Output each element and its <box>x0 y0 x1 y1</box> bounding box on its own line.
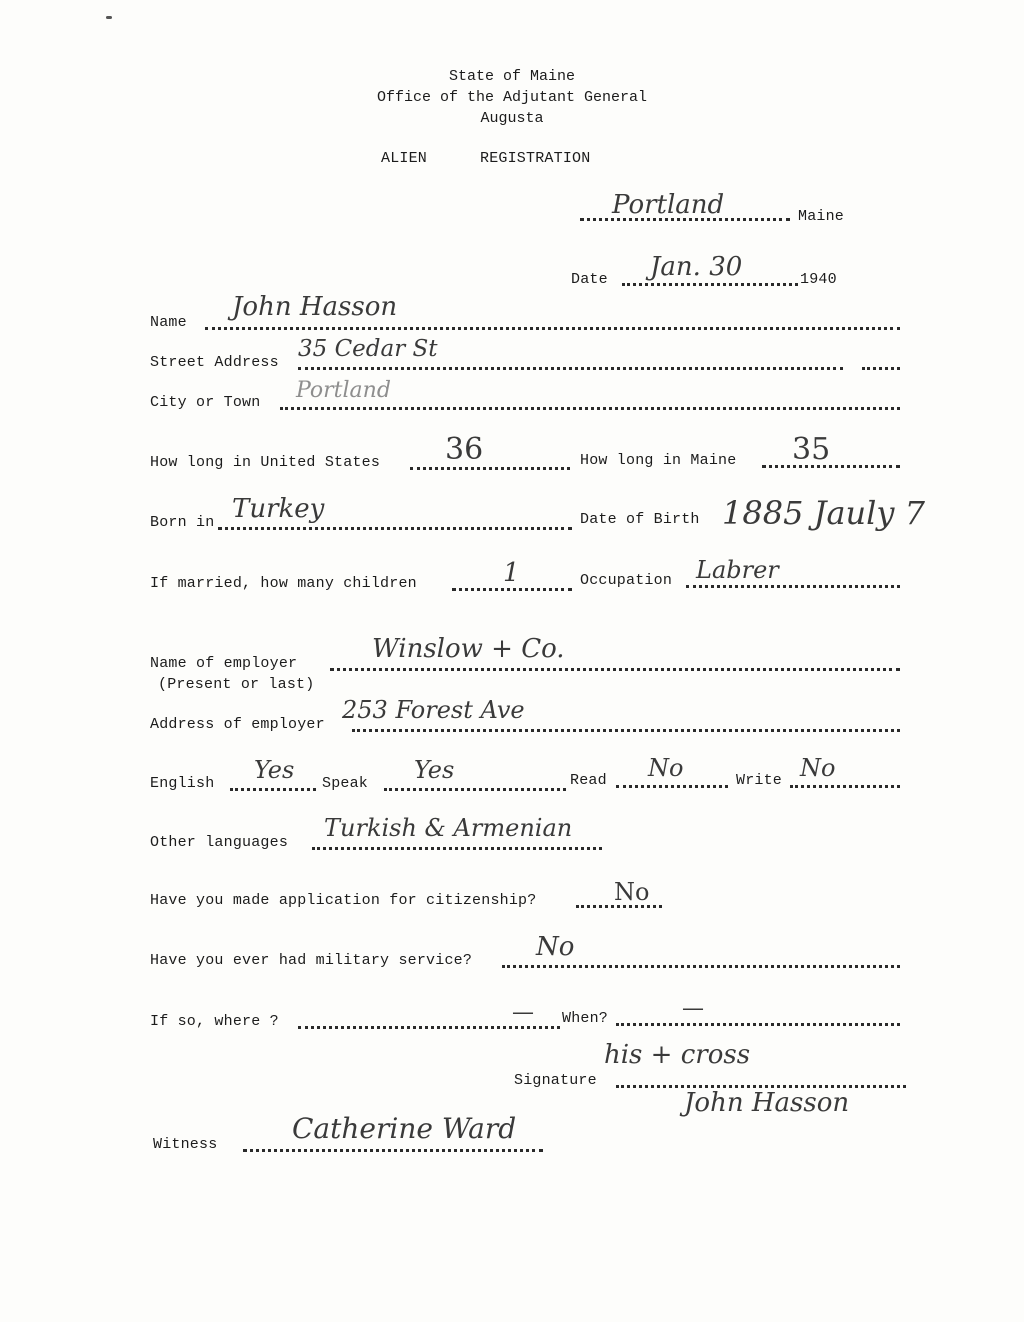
name-dotted-line <box>205 327 900 330</box>
read-value: No <box>648 754 684 782</box>
date-label: Date <box>571 271 608 288</box>
occupation-dotted-line <box>686 585 900 588</box>
maine-years-dotted-line <box>762 465 900 468</box>
dob-label: Date of Birth <box>580 511 700 528</box>
us-years-dotted-line <box>410 467 570 470</box>
header-state: State of Maine <box>448 68 576 85</box>
other-languages-value: Turkish & Armenian <box>324 814 573 842</box>
scan-speck <box>106 16 112 19</box>
write-value: No <box>800 754 836 782</box>
where-label: If so, where ? <box>150 1013 279 1030</box>
born-in-dotted-line <box>218 527 572 530</box>
signature-label: Signature <box>514 1072 597 1089</box>
other-languages-dotted-line <box>312 847 602 850</box>
speak-value: Yes <box>414 756 455 784</box>
employer-address-value: 253 Forest Ave <box>342 696 525 724</box>
english-value: Yes <box>254 756 295 784</box>
employer-address-dotted-line <box>352 729 900 732</box>
read-dotted-line <box>616 785 728 788</box>
maine-years-value: 35 <box>792 432 831 467</box>
military-label: Have you ever had military service? <box>150 952 473 969</box>
signature-mark: his + cross <box>604 1040 751 1070</box>
header-office: Office of the Adjutant General <box>376 89 648 106</box>
born-in-value: Turkey <box>232 494 325 524</box>
employer-sublabel: (Present or last) <box>158 676 315 693</box>
signature-name: John Hasson <box>684 1088 850 1118</box>
city-dotted-line <box>280 407 900 410</box>
header-city: Augusta <box>480 110 544 127</box>
occupation-value: Labrer <box>696 556 779 584</box>
maine-years-label: How long in Maine <box>580 452 737 469</box>
write-dotted-line <box>790 785 900 788</box>
children-dotted-line <box>452 588 572 591</box>
read-label: Read <box>570 772 607 789</box>
street-dotted-line-end <box>862 367 900 370</box>
date-year: 1940 <box>800 271 837 288</box>
military-dotted-line <box>502 965 900 968</box>
when-value: — <box>682 996 704 1021</box>
english-label: English <box>150 775 215 792</box>
citizenship-label: Have you made application for citizenship? <box>150 892 537 909</box>
date-dotted-line <box>622 283 798 286</box>
where-value: — <box>512 1000 534 1025</box>
name-value: John Hasson <box>232 292 398 322</box>
street-label: Street Address <box>150 354 279 371</box>
occupation-label: Occupation <box>580 572 673 589</box>
form-title-registration: REGISTRATION <box>480 150 591 167</box>
witness-dotted-line <box>243 1149 543 1152</box>
other-languages-label: Other languages <box>150 834 289 851</box>
when-label: When? <box>562 1010 609 1027</box>
employer-label: Name of employer <box>150 655 298 672</box>
military-value: No <box>536 932 575 962</box>
speak-label: Speak <box>322 775 369 792</box>
employer-value: Winslow + Co. <box>372 634 565 664</box>
witness-label: Witness <box>153 1136 218 1153</box>
children-label: If married, how many children <box>150 575 417 592</box>
children-value: 1 <box>503 558 520 588</box>
when-dotted-line <box>616 1023 900 1026</box>
street-dotted-line <box>298 367 843 370</box>
place-suffix: Maine <box>798 208 845 225</box>
place-value: Portland <box>612 190 725 220</box>
dob-value: 1885 Jauly 7 <box>722 494 925 532</box>
speak-dotted-line <box>384 788 566 791</box>
where-dotted-line <box>298 1026 560 1029</box>
born-in-label: Born in <box>150 514 215 531</box>
name-label: Name <box>150 314 187 331</box>
citizenship-value: No <box>614 878 650 906</box>
city-value: Portland <box>296 378 391 403</box>
date-value: Jan. 30 <box>650 252 743 282</box>
city-label: City or Town <box>150 394 261 411</box>
us-years-value: 36 <box>445 432 484 467</box>
employer-dotted-line <box>330 668 900 671</box>
witness-value: Catherine Ward <box>292 1112 517 1145</box>
write-label: Write <box>736 772 783 789</box>
form-title-alien: ALIEN <box>381 150 428 167</box>
street-value: 35 Cedar St <box>298 336 438 362</box>
english-dotted-line <box>230 788 316 791</box>
us-years-label: How long in United States <box>150 454 381 471</box>
employer-address-label: Address of employer <box>150 716 325 733</box>
